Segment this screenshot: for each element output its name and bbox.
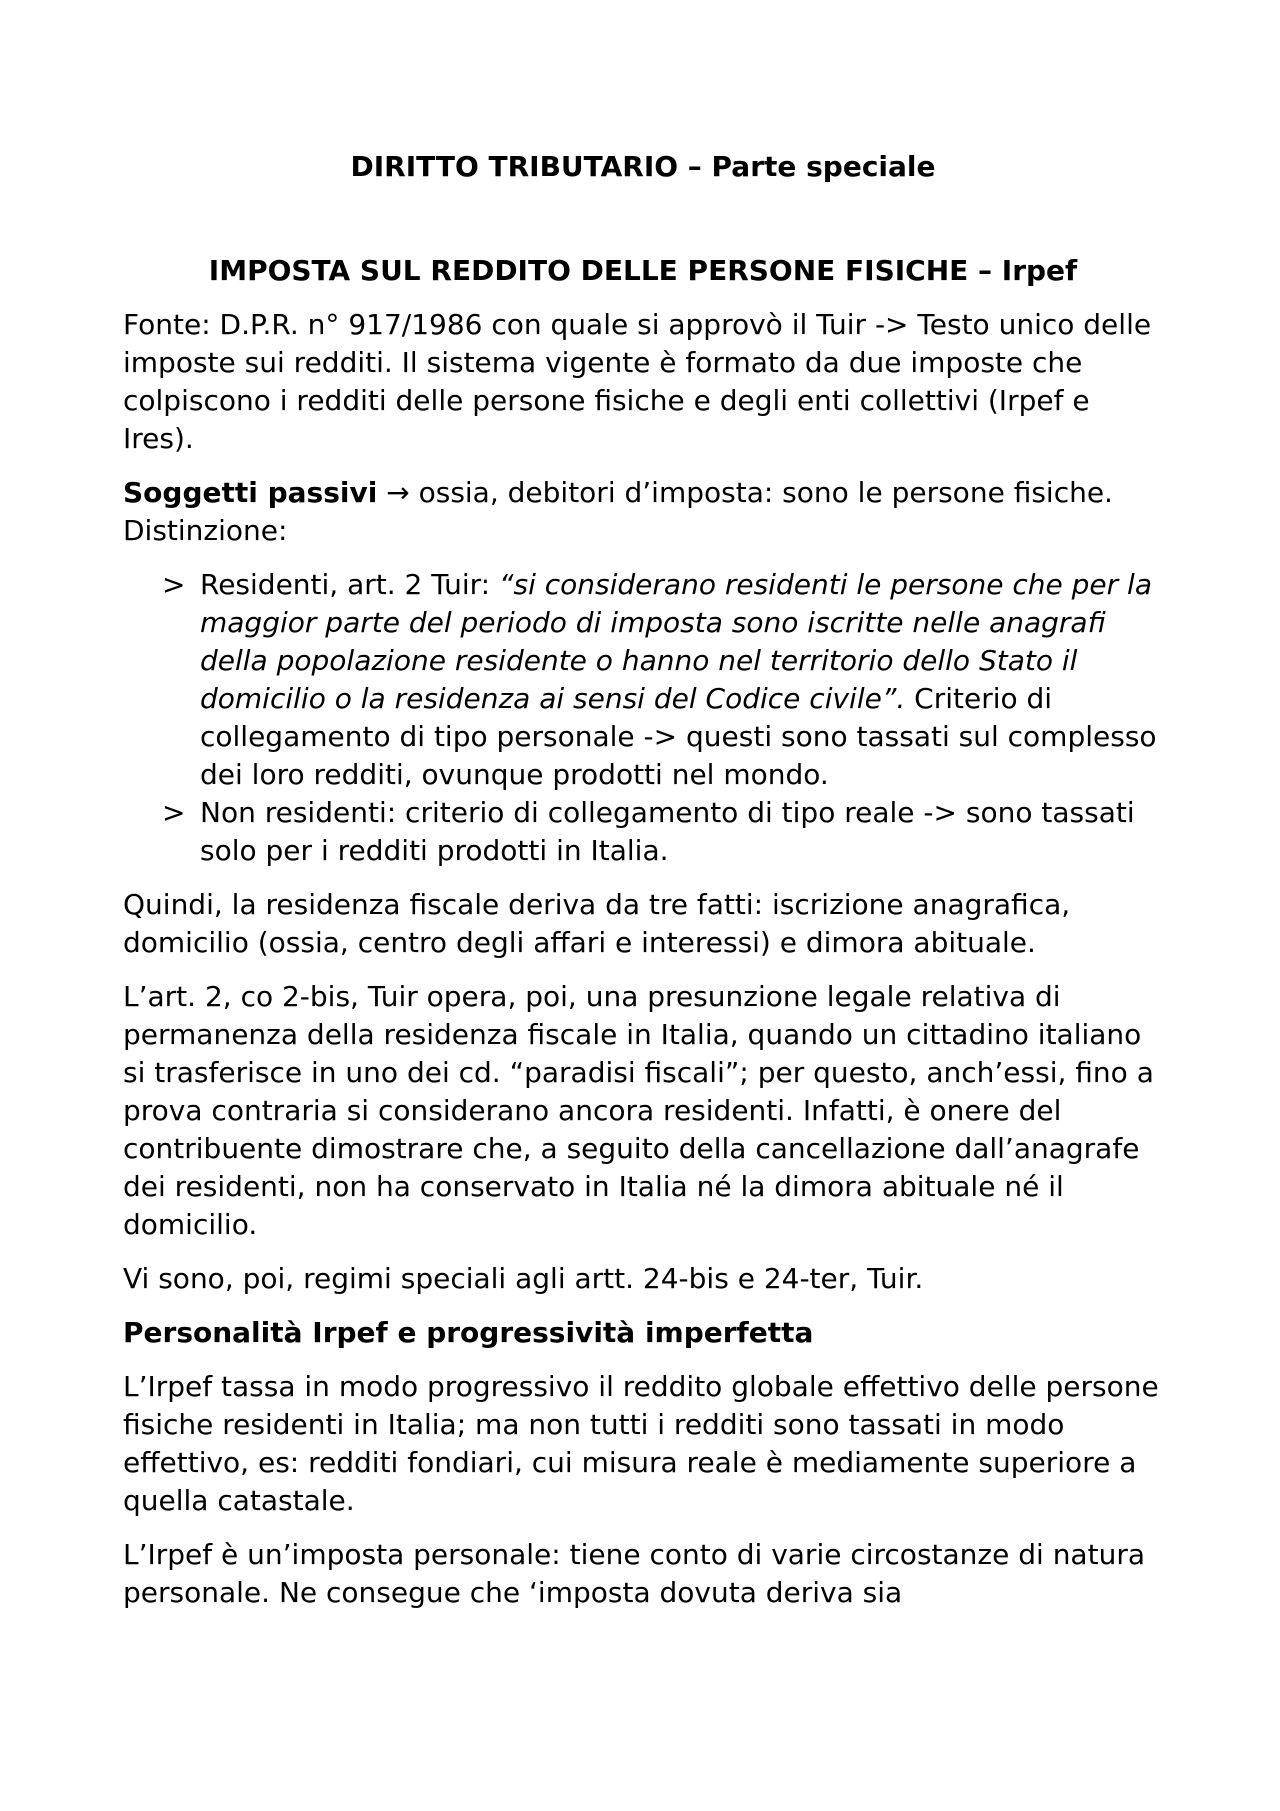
list-item-residenti xyxy=(162,566,1163,794)
paragraph-irpef-personale: L’Irpef è un’imposta personale: tiene conto di varie circostanze di natura personale. Ne consegue che ‘imposta dovuta deriva sia xyxy=(123,1538,1145,1609)
document-title: DIRITTO TRIBUTARIO – Parte speciale xyxy=(350,150,936,183)
non-residenti-text: Non residenti: criterio di collegamento di tipo reale -> sono tassati solo per i redditi prodotti in Italia. xyxy=(200,796,1135,867)
document-body xyxy=(123,148,1163,1628)
residenti-quote: “si considerano residenti le persone che per la maggior parte del periodo di imposta sono iscritte nelle anagrafi della popolazione residente o hanno nel territorio dello Stato il domicilio o la residenza ai sensi del Codice civile”. xyxy=(200,568,1152,715)
heading-personalita-irpef: Personalità Irpef e progressività imperfetta xyxy=(123,1316,814,1349)
soggetti-passivi-text: ossia, debitori d’imposta: sono le persone fisiche. Distinzione: xyxy=(123,476,1113,547)
paragraph-irpef-progressivo: L’Irpef tassa in modo progressivo il reddito globale effettivo delle persone fisiche residenti in Italia; ma non tutti i redditi sono tassati in modo effettivo, es: redditi fondiari, cui misura reale è mediamente superiore a quella catastale. xyxy=(123,1370,1159,1517)
bullet-marker-icon: > xyxy=(162,568,186,601)
soggetti-passivi-label: Soggetti passivi xyxy=(123,476,378,509)
arrow-icon: → xyxy=(386,476,410,509)
bullet-marker-icon: > xyxy=(162,796,186,829)
paragraph-fonte: Fonte: D.P.R. n° 917/1986 con quale si approvò il Tuir -> Testo unico delle imposte sui redditi. Il sistema vigente è formato da due imposte che colpiscono i redditi delle persone fisiche e degli enti collettivi (Irpef e Ires). xyxy=(123,308,1152,455)
residency-list xyxy=(123,566,1163,870)
paragraph-soggetti-passivi xyxy=(123,474,1163,550)
paragraph-regimi-speciali: Vi sono, poi, regimi speciali agli artt. 24-bis e 24-ter, Tuir. xyxy=(123,1262,924,1295)
paragraph-quindi: Quindi, la residenza fiscale deriva da tre fatti: iscrizione anagrafica, domicilio (ossia, centro degli affari e interessi) e dimora abituale. xyxy=(123,888,1071,959)
list-item-non-residenti xyxy=(162,794,1163,870)
residenti-tail: Criterio di collegamento di tipo personale -> questi sono tassati sul complesso dei loro redditi, ovunque prodotti nel mondo. xyxy=(200,682,1157,791)
paragraph-art2: L’art. 2, co 2-bis, Tuir opera, poi, una presunzione legale relativa di permanenza della residenza fiscale in Italia, quando un cittadino italiano si trasferisce in uno dei cd. “paradisi fiscali”; per questo, anch’essi, fino a prova contraria si considerano ancora residenti. Infatti, è onere del contribuente dimostrare che, a seguito della cancellazione dall’anagrafe dei residenti, non ha conservato in Italia né la dimora abituale né il domicilio. xyxy=(123,980,1154,1241)
residenti-lead: Residenti, art. 2 Tuir: xyxy=(200,568,499,601)
section-title-irpef: IMPOSTA SUL REDDITO DELLE PERSONE FISICHE – Irpef xyxy=(208,254,1078,287)
